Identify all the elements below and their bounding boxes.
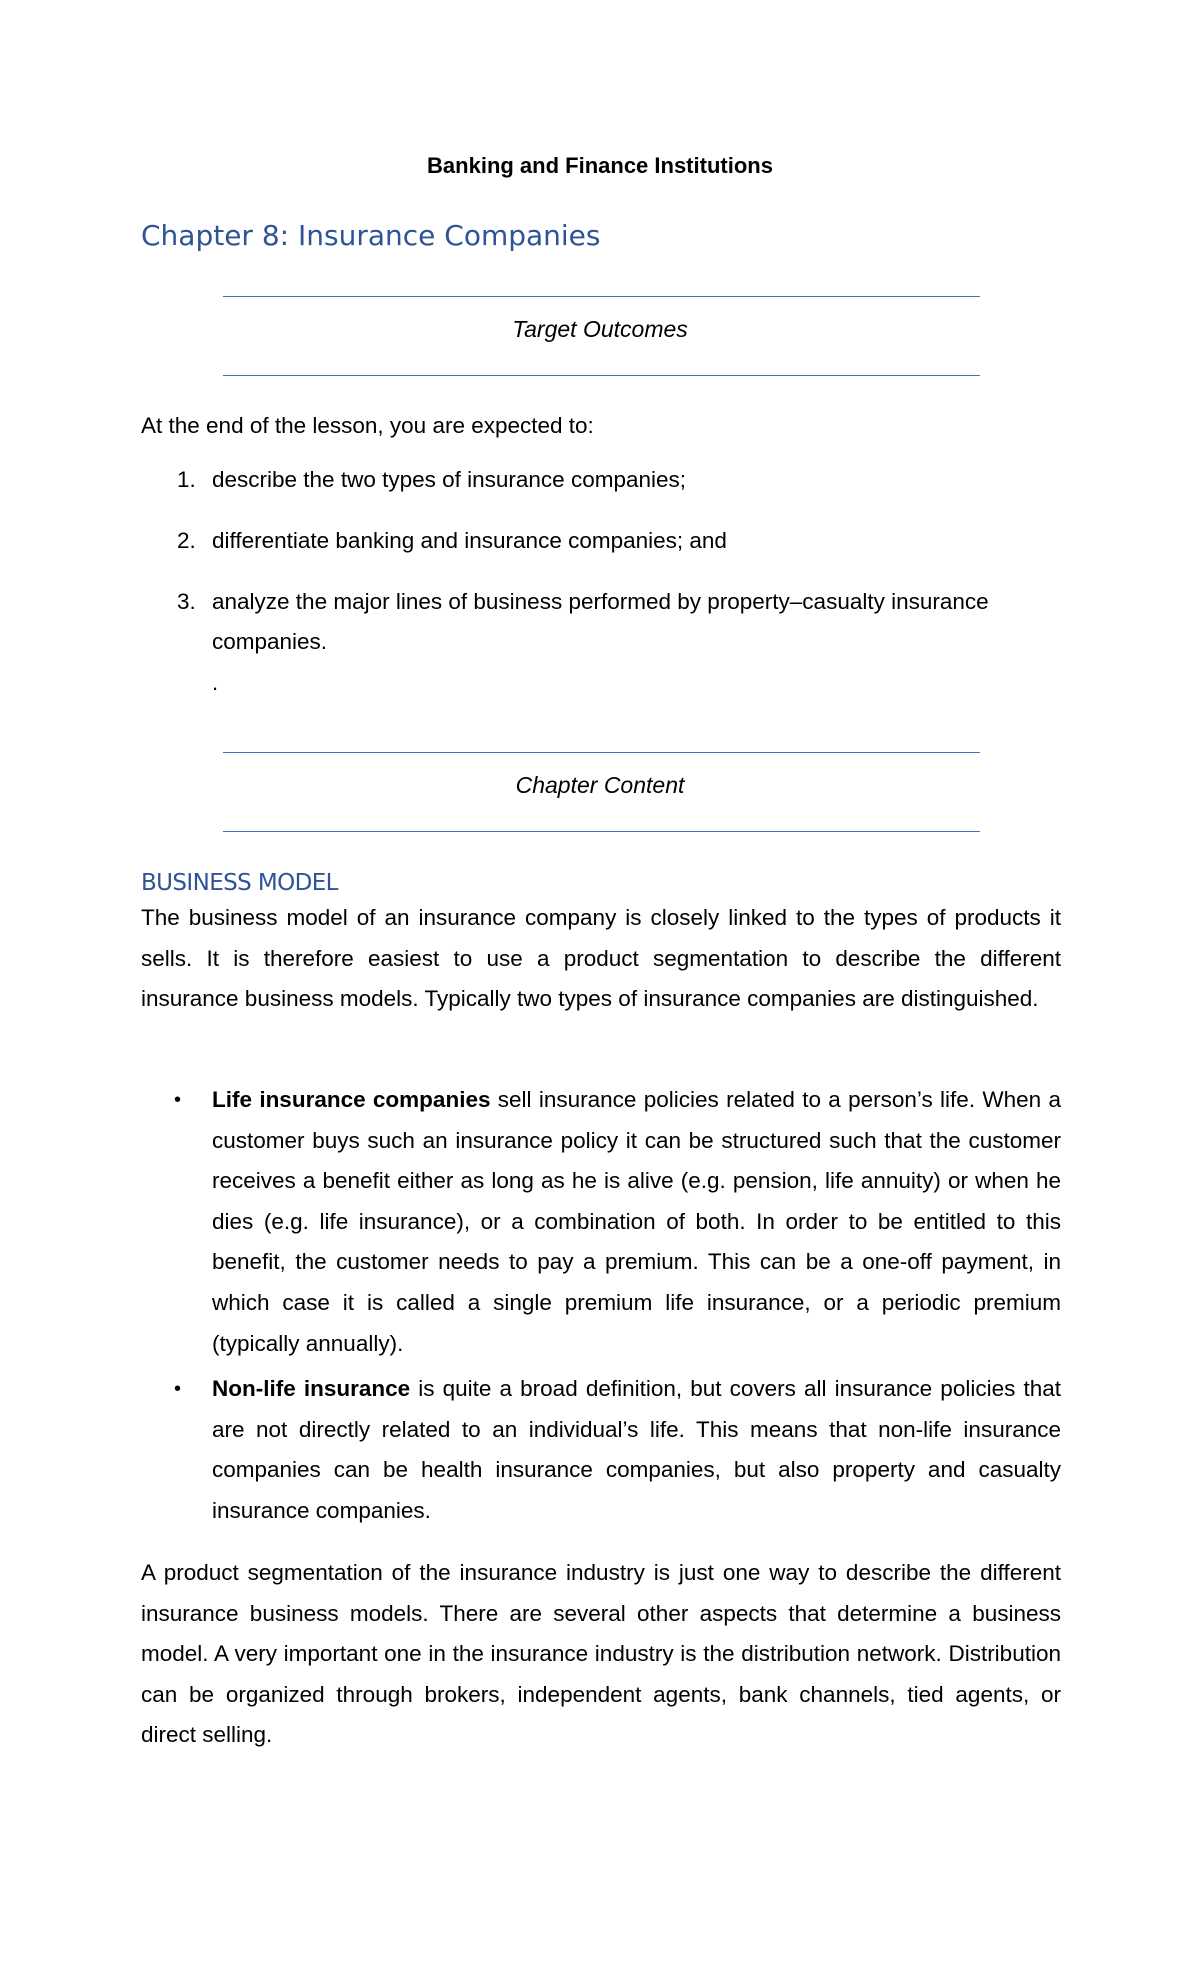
outcomes-intro: At the end of the lesson, you are expected to:: [141, 413, 594, 438]
target-outcomes-heading: Target Outcomes: [512, 316, 688, 342]
list-number: 3.: [177, 589, 196, 614]
list-number: 1.: [177, 467, 196, 492]
bullet-term: Life insurance companies: [212, 1087, 491, 1112]
list-number: 2.: [177, 528, 196, 553]
bullet-term: Non-life insurance: [212, 1376, 411, 1402]
stray-dot: .: [212, 670, 219, 695]
book-title: Banking and Finance Institutions: [427, 153, 773, 178]
bullet-text: sell insurance policies related to a person’s life. When a customer buys such an insurance policy it can be structured such that the customer receives a benefit either as long as he is alive (e.g. pension, life annuity) or when he dies (e.g. life insurance), or a combination of both. In order to be entitled to this benefit, the customer needs to pay a premium. This can be a one-off payment, in which case it is called a single premium life insurance, or a periodic premium (typically annually).: [212, 1087, 1061, 1356]
list-item: [141, 1369, 1061, 1531]
distribution-paragraph: A product segmentation of the insurance industry is just one way to describe the different insurance business models. There are several other aspects that determine a business model. A very important one in the insurance industry is the distribution network. Distribution can be organized through brokers, independent agents, bank channels, tied agents, or direct selling.: [141, 1560, 1061, 1748]
insurance-types-list: [141, 1080, 1061, 1532]
bullet-icon: •: [174, 1378, 182, 1401]
list-text: describe the two types of insurance companies;: [212, 467, 687, 492]
chapter-content-heading: Chapter Content: [515, 772, 685, 798]
divider-top-outcomes: [223, 296, 980, 297]
business-model-paragraph: The business model of an insurance company is closely linked to the types of products it sells. It is therefore easiest to use a product segmentation to describe the different insurance business models. Typically two types of insurance companies are distinguished.: [141, 905, 1061, 1012]
bullet-text: is quite a broad definition, but covers all insurance policies that are not directly related to an individual’s life. This means that non-life insurance companies can be health insurance companies, but also property and casualty insurance companies.: [212, 1376, 1061, 1523]
list-item: [141, 1080, 1061, 1364]
section-heading-business-model: BUSINESS MODEL: [141, 870, 338, 896]
divider-bottom-content: [223, 831, 980, 832]
bullet-icon: •: [174, 1089, 182, 1111]
divider-top-content: [223, 752, 980, 753]
list-text: analyze the major lines of business performed by property–casualty insurance companies.: [212, 589, 989, 654]
divider-bottom-outcomes: [223, 375, 980, 376]
list-text: differentiate banking and insurance companies; and: [212, 528, 727, 553]
chapter-title: Chapter 8: Insurance Companies: [141, 219, 601, 252]
